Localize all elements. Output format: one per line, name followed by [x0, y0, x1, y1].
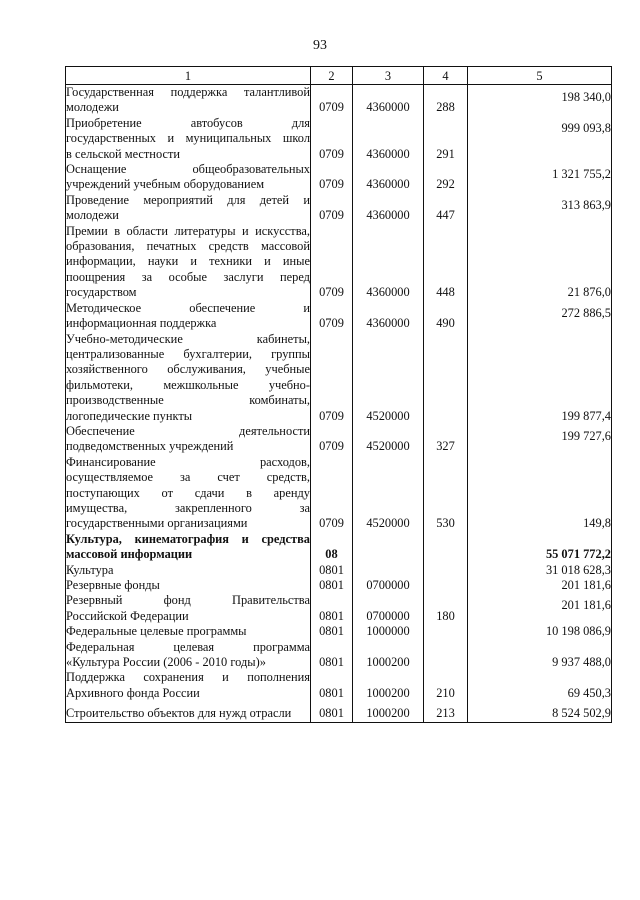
section-code: 0709	[311, 85, 353, 116]
section-code: 0709	[311, 224, 353, 301]
item-name-line: Обеспечение деятельности	[66, 423, 310, 438]
item-name-line: молодежи	[66, 100, 119, 115]
amount: 201 181,6	[468, 593, 612, 624]
table-row	[66, 301, 612, 332]
item-name	[66, 85, 311, 116]
table-row	[66, 116, 612, 162]
item-name-line: Культура, кинематография и средства	[66, 531, 310, 546]
item-name-line: молодежи	[66, 208, 119, 223]
item-name-line: подведомственных учреждений	[66, 439, 234, 454]
table-row	[66, 193, 612, 224]
table-row	[66, 670, 612, 701]
table-header-row	[66, 67, 612, 85]
section-code: 0801	[311, 670, 353, 701]
amount: 199 727,6	[468, 424, 612, 455]
section-code: 0709	[311, 455, 353, 532]
target-code: 4360000	[353, 162, 424, 193]
item-name-line: фильмотеки, межшкольные учебно-	[66, 377, 310, 392]
amount: 201 181,6	[468, 578, 612, 593]
item-name-line: государством	[66, 285, 137, 300]
item-name	[66, 563, 311, 578]
expense-code	[424, 624, 468, 639]
item-name	[66, 193, 311, 224]
table-row	[66, 701, 612, 722]
item-name	[66, 578, 311, 593]
item-name-line: государственными организациями	[66, 516, 248, 531]
table-row	[66, 85, 612, 116]
section-code: 0709	[311, 332, 353, 424]
item-name-line: централизованные бухгалтерии, группы	[66, 346, 310, 361]
amount: 69 450,3	[468, 670, 612, 701]
amount: 199 877,4	[468, 332, 612, 424]
table-row	[66, 593, 612, 624]
target-code	[353, 563, 424, 578]
table-body	[66, 85, 612, 723]
item-name-line: имущества, закрепленного за	[66, 500, 310, 515]
expense-code: 288	[424, 85, 468, 116]
target-code: 1000200	[353, 640, 424, 671]
amount: 149,8	[468, 455, 612, 532]
item-name-line: Финансирование расходов,	[66, 454, 310, 469]
target-code: 4520000	[353, 424, 424, 455]
amount: 10 198 086,9	[468, 624, 612, 639]
target-code: 1000000	[353, 624, 424, 639]
table-row	[66, 532, 612, 563]
expense-code	[424, 563, 468, 578]
target-code: 4360000	[353, 224, 424, 301]
item-name-line: Резервные фонды	[66, 578, 160, 592]
header-col-1: 1	[66, 67, 311, 85]
item-name-line: Строительство объектов для нужд отрасли	[66, 706, 292, 721]
header-col-4: 4	[424, 67, 468, 85]
expense-code	[424, 578, 468, 593]
item-name	[66, 162, 311, 193]
header-col-3: 3	[353, 67, 424, 85]
item-name-line: образования, печатных средств массовой	[66, 239, 310, 254]
table-row	[66, 162, 612, 193]
table-row	[66, 332, 612, 424]
amount: 198 340,0	[468, 85, 612, 116]
target-code: 4360000	[353, 85, 424, 116]
item-name-line: осуществляемое за счет средств,	[66, 470, 310, 485]
item-name-line: хозяйственного обслуживания, учебные	[66, 362, 310, 377]
target-code: 4360000	[353, 116, 424, 162]
item-name-line: Государственная поддержка талантливой	[66, 85, 310, 99]
item-name-line: Учебно-методические кабинеты,	[66, 331, 310, 346]
item-name-line: Поддержка сохранения и пополнения	[66, 670, 310, 685]
table-row	[66, 563, 612, 578]
target-code: 0700000	[353, 593, 424, 624]
item-name	[66, 593, 311, 624]
amount: 9 937 488,0	[468, 640, 612, 671]
item-name-line: Архивного фонда России	[66, 685, 200, 700]
expense-code: 210	[424, 670, 468, 701]
item-name	[66, 532, 311, 563]
target-code	[353, 532, 424, 563]
item-name-line: поступающих от сдачи в аренду	[66, 485, 310, 500]
item-name	[66, 332, 311, 424]
section-code: 08	[311, 532, 353, 563]
item-name-line: учреждений учебным оборудованием	[66, 177, 265, 192]
amount: 313 863,9	[468, 193, 612, 224]
table-row	[66, 424, 612, 455]
page-number: 93	[313, 38, 327, 53]
item-name-line: государственных и муниципальных школ	[66, 131, 310, 146]
target-code: 1000200	[353, 701, 424, 722]
item-name-line: Культура	[66, 562, 114, 577]
item-name	[66, 640, 311, 671]
item-name-line: «Культура России (2006 - 2010 годы)»	[66, 655, 266, 670]
section-code: 0709	[311, 162, 353, 193]
section-code: 0709	[311, 424, 353, 455]
table-row	[66, 578, 612, 593]
section-code: 0709	[311, 116, 353, 162]
item-name	[66, 424, 311, 455]
item-name-line: Российской Федерации	[66, 608, 189, 623]
table-row	[66, 224, 612, 301]
budget-table	[65, 66, 612, 723]
item-name	[66, 224, 311, 301]
item-name	[66, 624, 311, 639]
item-name-line: массовой информации	[66, 547, 193, 562]
item-name-line: Федеральные целевые программы	[66, 624, 247, 639]
item-name-line: поощрения за особые заслуги перед	[66, 269, 310, 284]
amount: 1 321 755,2	[468, 162, 612, 193]
header-col-2: 2	[311, 67, 353, 85]
expense-code: 447	[424, 193, 468, 224]
item-name-line: логопедические пункты	[66, 408, 193, 423]
item-name-line: информационная поддержка	[66, 316, 217, 331]
expense-code: 291	[424, 116, 468, 162]
expense-code: 448	[424, 224, 468, 301]
target-code: 4520000	[353, 455, 424, 532]
item-name-line: производственные комбинаты,	[66, 393, 310, 408]
table-row	[66, 624, 612, 639]
expense-code: 530	[424, 455, 468, 532]
section-code: 0801	[311, 578, 353, 593]
amount: 55 071 772,2	[468, 532, 612, 563]
item-name-line: Проведение мероприятий для детей и	[66, 192, 310, 207]
item-name-line: информации, науки и техники и иные	[66, 254, 310, 269]
expense-code: 292	[424, 162, 468, 193]
item-name-line: Методическое обеспечение и	[66, 300, 310, 315]
expense-code	[424, 532, 468, 563]
item-name-line: Приобретение автобусов для	[66, 115, 310, 130]
target-code: 4520000	[353, 332, 424, 424]
item-name-line: в сельской местности	[66, 146, 180, 161]
section-code: 0801	[311, 701, 353, 722]
target-code: 0700000	[353, 578, 424, 593]
section-code: 0801	[311, 640, 353, 671]
item-name-line: Оснащение общеобразовательных	[66, 162, 310, 177]
header-col-5: 5	[468, 67, 612, 85]
amount: 31 018 628,3	[468, 563, 612, 578]
expense-code	[424, 332, 468, 424]
target-code: 1000200	[353, 670, 424, 701]
amount: 21 876,0	[468, 224, 612, 301]
expense-code: 327	[424, 424, 468, 455]
item-name-line: Резервный фонд Правительства	[66, 593, 310, 608]
item-name	[66, 301, 311, 332]
amount: 8 524 502,9	[468, 701, 612, 722]
amount: 272 886,5	[468, 301, 612, 332]
expense-code	[424, 640, 468, 671]
section-code: 0709	[311, 193, 353, 224]
section-code: 0801	[311, 624, 353, 639]
item-name-line: Федеральная целевая программа	[66, 639, 310, 654]
item-name-line: Премии в области литературы и искусства,	[66, 223, 310, 238]
table-row	[66, 640, 612, 671]
expense-code: 213	[424, 701, 468, 722]
item-name	[66, 670, 311, 701]
item-name	[66, 701, 311, 722]
item-name	[66, 116, 311, 162]
table-row	[66, 455, 612, 532]
item-name	[66, 455, 311, 532]
section-code: 0801	[311, 593, 353, 624]
section-code: 0709	[311, 301, 353, 332]
section-code: 0801	[311, 563, 353, 578]
amount: 999 093,8	[468, 116, 612, 162]
expense-code: 490	[424, 301, 468, 332]
target-code: 4360000	[353, 301, 424, 332]
target-code: 4360000	[353, 193, 424, 224]
expense-code: 180	[424, 593, 468, 624]
